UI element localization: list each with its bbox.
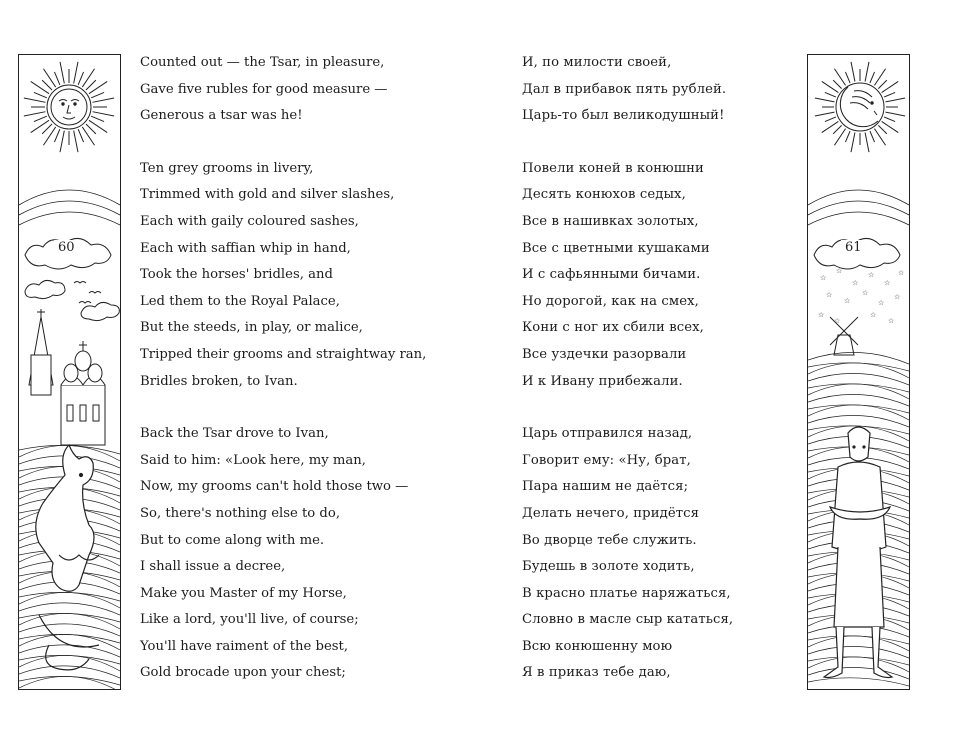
verse-line: You'll have raiment of the best, bbox=[140, 638, 349, 654]
field-line bbox=[808, 363, 909, 371]
english-stanza-3 bbox=[140, 421, 426, 687]
ray-line bbox=[31, 120, 49, 132]
stars-icon bbox=[818, 267, 904, 325]
field-line bbox=[808, 678, 909, 686]
ray-line bbox=[34, 92, 47, 97]
ray-line bbox=[845, 131, 850, 142]
field-line bbox=[19, 592, 120, 601]
star-icon: ☆ bbox=[894, 293, 901, 301]
ray-line bbox=[884, 92, 895, 97]
ray-line bbox=[82, 127, 94, 145]
ray-line bbox=[43, 127, 55, 145]
ray-line bbox=[91, 92, 104, 97]
verse-line: Царь-то был великодушный! bbox=[522, 108, 725, 124]
verse-line: Like a lord, you'll live, of course; bbox=[140, 612, 359, 628]
verse-line: Делать нечего, придётся bbox=[522, 505, 700, 521]
star-icon: ☆ bbox=[836, 267, 843, 275]
ray-line bbox=[93, 112, 115, 116]
verse-line: И к Ивану прибежали. bbox=[522, 373, 683, 389]
left-panel-art bbox=[19, 55, 120, 689]
page-number-right: 61 bbox=[841, 240, 866, 256]
verse-line: Все уздечки разорвали bbox=[522, 346, 687, 362]
verse-line: But to come along with me. bbox=[140, 532, 325, 548]
right-panel-art bbox=[808, 55, 909, 689]
verse-line: Но дорогой, как на смех, bbox=[522, 293, 699, 309]
english-stanza-1 bbox=[140, 50, 426, 130]
ray-line bbox=[815, 112, 835, 116]
ray-line bbox=[815, 98, 835, 102]
ray-line bbox=[93, 98, 115, 102]
ray-line bbox=[865, 133, 869, 153]
field-line bbox=[808, 657, 909, 672]
ray-line bbox=[833, 80, 841, 88]
ray-line bbox=[86, 124, 96, 134]
verse-line: Царь отправился назад, bbox=[522, 426, 693, 442]
verse-line: Each with saffian whip in hand, bbox=[140, 240, 351, 256]
verse-line: Took the horses' bridles, and bbox=[140, 267, 333, 283]
field-line bbox=[808, 405, 909, 420]
verse-line: Back the Tsar drove to Ivan, bbox=[140, 426, 329, 442]
verse-line: В красно платье наряжаться, bbox=[522, 585, 731, 601]
field-line bbox=[19, 613, 120, 622]
verse-line: Дал в прибавок пять рублей. bbox=[522, 81, 727, 97]
verse-line: Пара нашим не даётся; bbox=[522, 479, 689, 495]
verse-line: Словно в масле сыр кататься, bbox=[522, 612, 734, 628]
verse-line: Все с цветными кушаками bbox=[522, 240, 710, 256]
ray-line bbox=[89, 81, 107, 93]
verse-line: Trimmed with gold and silver slashes, bbox=[140, 187, 395, 203]
church-icon bbox=[29, 309, 105, 445]
russian-verse-column bbox=[522, 50, 733, 687]
star-icon: ☆ bbox=[862, 289, 869, 297]
star-icon: ☆ bbox=[820, 274, 827, 282]
star-icon: ☆ bbox=[884, 279, 891, 287]
field-line bbox=[808, 405, 909, 413]
verse-line: Each with gaily coloured sashes, bbox=[140, 213, 359, 229]
ray-line bbox=[851, 133, 855, 153]
verse-line: Gave five rubles for good measure — bbox=[140, 81, 388, 97]
field-line bbox=[19, 613, 120, 629]
ray-line bbox=[34, 116, 47, 121]
star-icon: ☆ bbox=[898, 269, 905, 277]
ray-line bbox=[878, 80, 886, 88]
ray-line bbox=[89, 120, 107, 132]
cloud-small-icon bbox=[25, 280, 119, 320]
field-line bbox=[808, 657, 909, 665]
field-line bbox=[808, 636, 909, 651]
field-line bbox=[808, 384, 909, 392]
english-verse-column bbox=[140, 50, 426, 687]
ray-line bbox=[91, 116, 104, 121]
verse-line: Кони с ног их сбили всех, bbox=[522, 320, 704, 336]
verse-line: Gold brocade upon your chest; bbox=[140, 665, 346, 681]
right-illustration-panel bbox=[807, 54, 910, 690]
verse-line: Я в приказ тебе даю, bbox=[522, 665, 671, 681]
field-line bbox=[808, 394, 909, 406]
field-line bbox=[808, 352, 909, 364]
verse-line: Говорит ему: «Ну, брат, bbox=[522, 452, 691, 468]
ray-line bbox=[24, 98, 46, 102]
star-icon: ☆ bbox=[844, 297, 851, 305]
verse-line: Во дворце тебе служить. bbox=[522, 532, 697, 548]
verse-line: И, по милости своей, bbox=[522, 55, 672, 70]
ray-line bbox=[825, 117, 836, 122]
russian-stanza-2 bbox=[522, 156, 733, 395]
ray-line bbox=[54, 129, 59, 142]
verse-line: Generous a tsar was he! bbox=[140, 108, 303, 124]
verse-line: Bridles broken, to Ivan. bbox=[140, 373, 298, 389]
ray-line bbox=[886, 98, 906, 102]
field-line bbox=[808, 636, 909, 644]
russian-stanza-1 bbox=[522, 50, 733, 130]
verse-line: И с сафьянными бичами. bbox=[522, 267, 701, 283]
ray-line bbox=[865, 62, 869, 82]
field-line bbox=[808, 415, 909, 427]
ray-line bbox=[78, 72, 83, 85]
left-illustration-panel bbox=[18, 54, 121, 690]
ray-line bbox=[845, 72, 850, 83]
ray-line bbox=[74, 62, 78, 84]
star-icon: ☆ bbox=[826, 291, 833, 299]
field-line bbox=[808, 646, 909, 658]
star-icon: ☆ bbox=[868, 271, 875, 279]
field-line bbox=[19, 592, 120, 608]
verse-line: But the steeds, in play, or malice, bbox=[140, 320, 363, 336]
ray-line bbox=[878, 125, 886, 133]
sun-icon bbox=[24, 62, 114, 152]
field-line bbox=[808, 384, 909, 399]
ray-line bbox=[42, 124, 52, 134]
ray-line bbox=[886, 112, 906, 116]
english-stanza-2 bbox=[140, 156, 426, 395]
field-line bbox=[19, 634, 120, 643]
ray-line bbox=[825, 92, 836, 97]
verse-line: Counted out — the Tsar, in pleasure, bbox=[140, 55, 385, 70]
verse-line: Now, my grooms can't hold those two — bbox=[140, 479, 409, 495]
ray-line bbox=[31, 81, 49, 93]
ray-line bbox=[60, 131, 64, 153]
ray-line bbox=[43, 69, 55, 87]
field-line bbox=[19, 655, 120, 664]
ray-line bbox=[42, 80, 52, 90]
verse-line: Все в нашивках золотых, bbox=[522, 213, 699, 229]
russian-stanza-3 bbox=[522, 421, 733, 687]
field-line bbox=[19, 634, 120, 650]
sunrise-rays bbox=[19, 190, 120, 225]
star-icon: ☆ bbox=[818, 311, 825, 319]
moonrise-rays bbox=[808, 190, 909, 225]
verse-line: I shall issue a decree, bbox=[140, 559, 286, 575]
ray-line bbox=[78, 129, 83, 142]
verse-line: Ten grey grooms in livery, bbox=[140, 160, 314, 176]
star-icon: ☆ bbox=[852, 279, 859, 287]
field-line bbox=[808, 363, 909, 378]
ray-line bbox=[870, 72, 875, 83]
star-icon: ☆ bbox=[878, 299, 885, 307]
ray-line bbox=[60, 62, 64, 84]
ray-line bbox=[24, 112, 46, 116]
ray-line bbox=[851, 62, 855, 82]
verse-line: So, there's nothing else to do, bbox=[140, 505, 341, 521]
verse-line: Make you Master of my Horse, bbox=[140, 585, 347, 601]
ray-line bbox=[74, 131, 78, 153]
ray-line bbox=[86, 80, 96, 90]
verse-line: Led them to the Royal Palace, bbox=[140, 293, 340, 309]
page-number-left: 60 bbox=[54, 240, 79, 256]
field-line bbox=[808, 373, 909, 385]
field-line bbox=[19, 676, 120, 685]
star-icon: ☆ bbox=[888, 317, 895, 325]
birds-icon bbox=[74, 282, 101, 304]
verse-line: Said to him: «Look here, my man, bbox=[140, 452, 366, 468]
verse-line: Повели коней в конюшни bbox=[522, 160, 704, 176]
ray-line bbox=[884, 117, 895, 122]
verse-line: Tripped their grooms and straightway ran, bbox=[140, 346, 427, 362]
star-icon: ☆ bbox=[870, 311, 877, 319]
verse-line: Будешь в золоте ходить, bbox=[522, 559, 695, 575]
verse-line: Десять конюхов седых, bbox=[522, 187, 686, 203]
ray-line bbox=[54, 72, 59, 85]
field-line bbox=[19, 655, 120, 671]
ray-line bbox=[82, 69, 94, 87]
ray-line bbox=[833, 125, 841, 133]
moon-icon bbox=[815, 62, 905, 152]
star-icon: ☆ bbox=[834, 317, 841, 325]
verse-line: Всю конюшенну мою bbox=[522, 638, 673, 654]
ray-line bbox=[870, 131, 875, 142]
